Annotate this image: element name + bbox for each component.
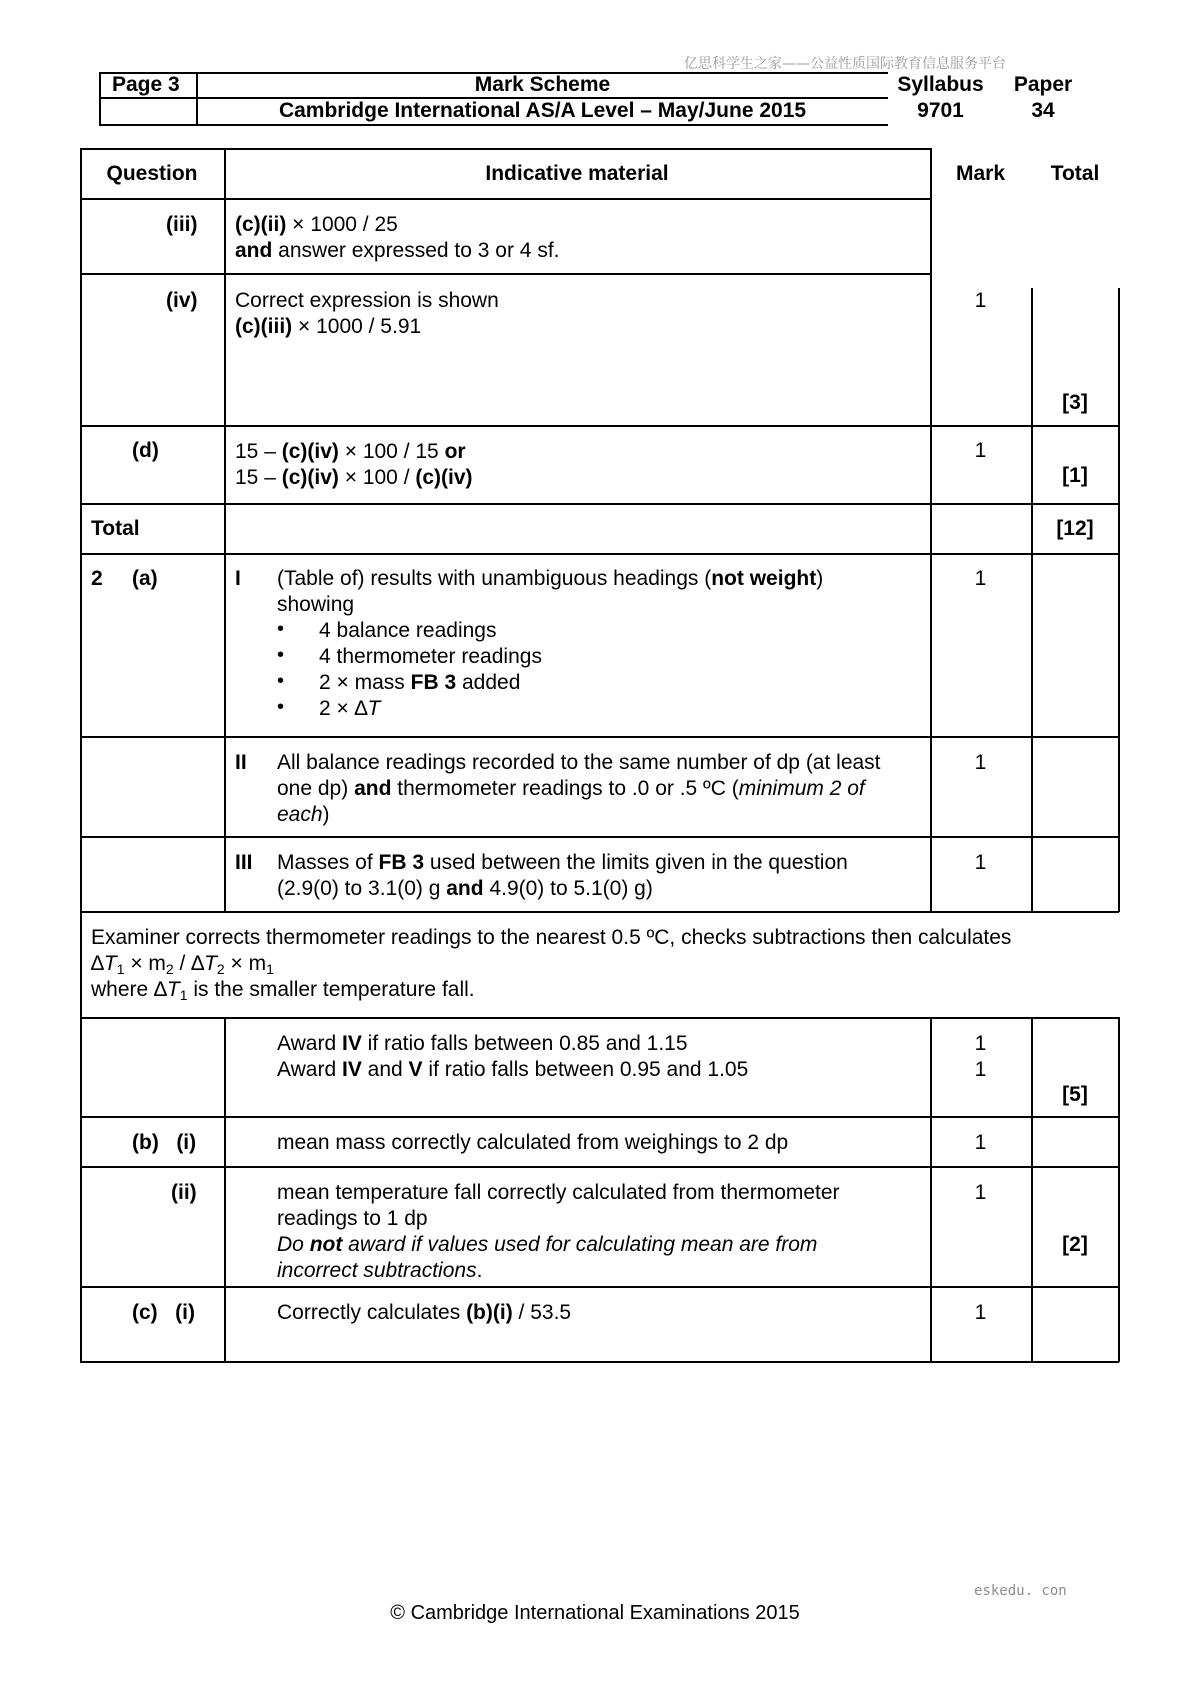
total-d: [1] (1062, 464, 1088, 487)
col-material: Indicative material (485, 162, 669, 185)
total-iv: [3] (1062, 391, 1088, 414)
row-2a-I-line1: (Table of) results with unambiguous headings (not weight) (277, 567, 824, 590)
q-2a: (a) (132, 567, 158, 590)
roman-II: II (235, 751, 247, 774)
roman-I: I (235, 567, 241, 590)
page-header (99, 72, 1081, 126)
mark-b-i: 1 (974, 1131, 987, 1154)
total-b: [2] (1062, 1233, 1088, 1256)
award-line1: Award IV if ratio falls between 0.85 and 1.15 (277, 1032, 688, 1055)
row-d-line1: 15 – (c)(iv) × 100 / 15 or (235, 440, 466, 463)
paper-number: 34 (1031, 99, 1055, 122)
bullet-icon: • (277, 644, 285, 666)
list-item: 4 balance readings (319, 619, 497, 642)
row-2a-II-line1: All balance readings recorded to the same number of dp (at least (277, 751, 881, 774)
row-iv-line2: (c)(iii) × 1000 / 5.91 (235, 315, 422, 338)
row-2a-II-line2: one dp) and thermometer readings to .0 or .5 ºC (minimum 2 of (277, 777, 865, 800)
row-b-ii-line4: incorrect subtractions. (277, 1259, 483, 1282)
row-2a-III-line1: Masses of FB 3 used between the limits given in the question (277, 851, 848, 874)
row-b-ii-line1: mean temperature fall correctly calculated from thermometer (277, 1181, 840, 1204)
q-b-ii: (ii) (171, 1181, 197, 1204)
mark-2a-III: 1 (974, 851, 987, 874)
bullet-icon: • (277, 696, 285, 718)
q-d: (d) (132, 439, 159, 462)
row-c-i-text: Correctly calculates (b)(i) / 53.5 (277, 1301, 572, 1324)
watermark: 亿思科学生之家——公益性质国际教育信息服务平台 (684, 56, 1006, 72)
list-item: 2 × ∆T (319, 697, 381, 720)
mark-iv: 1 (974, 289, 987, 312)
total-award: [5] (1062, 1083, 1088, 1106)
q-iii: (iii) (166, 213, 198, 236)
col-question: Question (106, 162, 198, 185)
q-2: 2 (91, 567, 103, 590)
roman-III: III (235, 851, 253, 874)
row-iv-line1: Correct expression is shown (235, 289, 499, 312)
award-line2: Award IV and V if ratio falls between 0.95 and 1.05 (277, 1058, 749, 1081)
doc-subtitle: Cambridge International AS/A Level – May/June 2015 (278, 99, 807, 122)
list-item: 4 thermometer readings (319, 645, 542, 668)
examiner-note-line1: Examiner corrects thermometer readings to the nearest 0.5 ºC, checks subtractions then calculates (91, 926, 1012, 949)
row-2a-I-line2: showing (277, 593, 355, 616)
paper-label: Paper (1013, 73, 1073, 96)
row-iii-line2: and answer expressed to 3 or 4 sf. (235, 239, 560, 262)
examiner-note-line3: where $\Delta T_1$ is the smaller temperature fall. (91, 978, 475, 1003)
mark-c-i: 1 (974, 1301, 987, 1324)
row-iii-line1: (c)(ii) × 1000 / 25 (235, 213, 398, 236)
row-d-line2: 15 – (c)(iv) × 100 / (c)(iv) (235, 466, 473, 489)
total-label: Total (91, 517, 140, 540)
mark-b-ii: 1 (974, 1181, 987, 1204)
row-b-ii-line2: readings to 1 dp (277, 1207, 428, 1230)
syllabus-code: 9701 (917, 99, 964, 122)
col-mark: Mark (955, 162, 1006, 185)
mark-d: 1 (974, 439, 987, 462)
row-2a-II-line3: each) (277, 803, 330, 826)
row-b-i-text: mean mass correctly calculated from weighings to 2 dp (277, 1131, 789, 1154)
row-2a-III-line2: (2.9(0) to 3.1(0) g and 4.9(0) to 5.1(0) g) (277, 877, 653, 900)
copyright-footer: © Cambridge International Examinations 2015 (390, 1602, 800, 1624)
syllabus-label: Syllabus (897, 73, 984, 96)
doc-title: Mark Scheme (474, 73, 611, 96)
bullet-icon: • (277, 618, 285, 640)
col-total: Total (1050, 162, 1100, 185)
bullet-icon: • (277, 670, 285, 692)
mark-award-1: 1 (974, 1032, 987, 1055)
mark-award-2: 1 (974, 1058, 987, 1081)
list-item: 2 × mass FB 3 added (319, 671, 521, 694)
q-c-i: (c) (i) (132, 1301, 195, 1324)
site-watermark: eskedu. con (974, 1583, 1067, 1599)
mark-2a-II: 1 (974, 751, 987, 774)
total-value: [12] (1056, 517, 1094, 540)
examiner-note-line2: $\Delta T_1 \times m_2 / \Delta T_2 \times m_1$ (91, 952, 274, 977)
mark-2a-I: 1 (974, 567, 987, 590)
row-b-ii-line3: Do not award if values used for calculating mean are from (277, 1233, 818, 1256)
page-number: Page 3 (112, 73, 180, 96)
q-b-i: (b) (i) (132, 1131, 197, 1154)
q-iv: (iv) (166, 289, 198, 312)
